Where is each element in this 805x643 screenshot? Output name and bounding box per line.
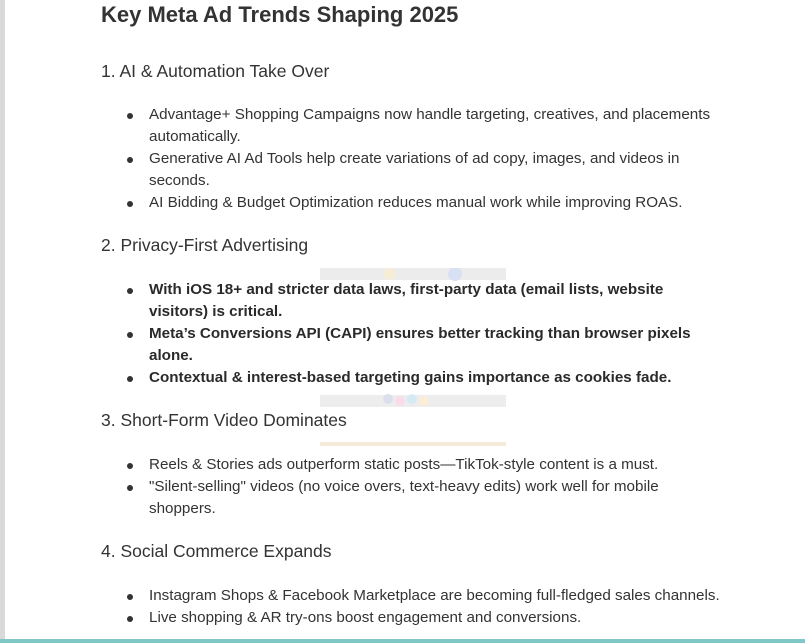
document-title: Key Meta Ad Trends Shaping 2025: [101, 2, 459, 27]
bullet-list-short-form-video: [101, 454, 721, 520]
faint-icon-3: [383, 394, 393, 404]
list-item: Contextual & interest-based targeting gains importance as cookies fade.: [101, 367, 721, 389]
list-item: "Silent-selling" videos (no voice overs, text-heavy edits) work well for mobile shoppers.: [101, 476, 721, 520]
list-item: Advantage+ Shopping Campaigns now handle targeting, creatives, and placements automatically.: [101, 104, 721, 148]
faint-icon-6: [419, 396, 429, 406]
faint-icon-4: [395, 396, 405, 406]
bullet-list-ai-automation: [101, 104, 721, 214]
bottom-page-border: [0, 639, 805, 643]
left-page-border: [0, 0, 5, 643]
bullet-list-social-commerce: [101, 585, 721, 629]
list-item: Generative AI Ad Tools help create variations of ad copy, images, and videos in seconds.: [101, 148, 721, 192]
section-heading-short-form-video: 3. Short-Form Video Dominates: [101, 410, 347, 430]
list-item: Reels & Stories ads outperform static posts—TikTok-style content is a must.: [101, 454, 721, 476]
list-item: AI Bidding & Budget Optimization reduces manual work while improving ROAS.: [101, 192, 721, 214]
section-heading-social-commerce: 4. Social Commerce Expands: [101, 541, 332, 561]
section-heading-privacy: 2. Privacy-First Advertising: [101, 235, 309, 255]
bullet-list-privacy: [101, 279, 721, 389]
list-item: Instagram Shops & Facebook Marketplace are becoming full-fledged sales channels.: [101, 585, 721, 607]
list-item: With iOS 18+ and stricter data laws, first-party data (email lists, website visitors) is critical.: [101, 279, 721, 323]
list-item: Meta’s Conversions API (CAPI) ensures better tracking than browser pixels alone.: [101, 323, 721, 367]
section-heading-ai-automation: 1. AI & Automation Take Over: [101, 61, 330, 81]
list-item: Live shopping & AR try-ons boost engagement and conversions.: [101, 607, 721, 629]
faint-icon-5: [407, 394, 417, 404]
